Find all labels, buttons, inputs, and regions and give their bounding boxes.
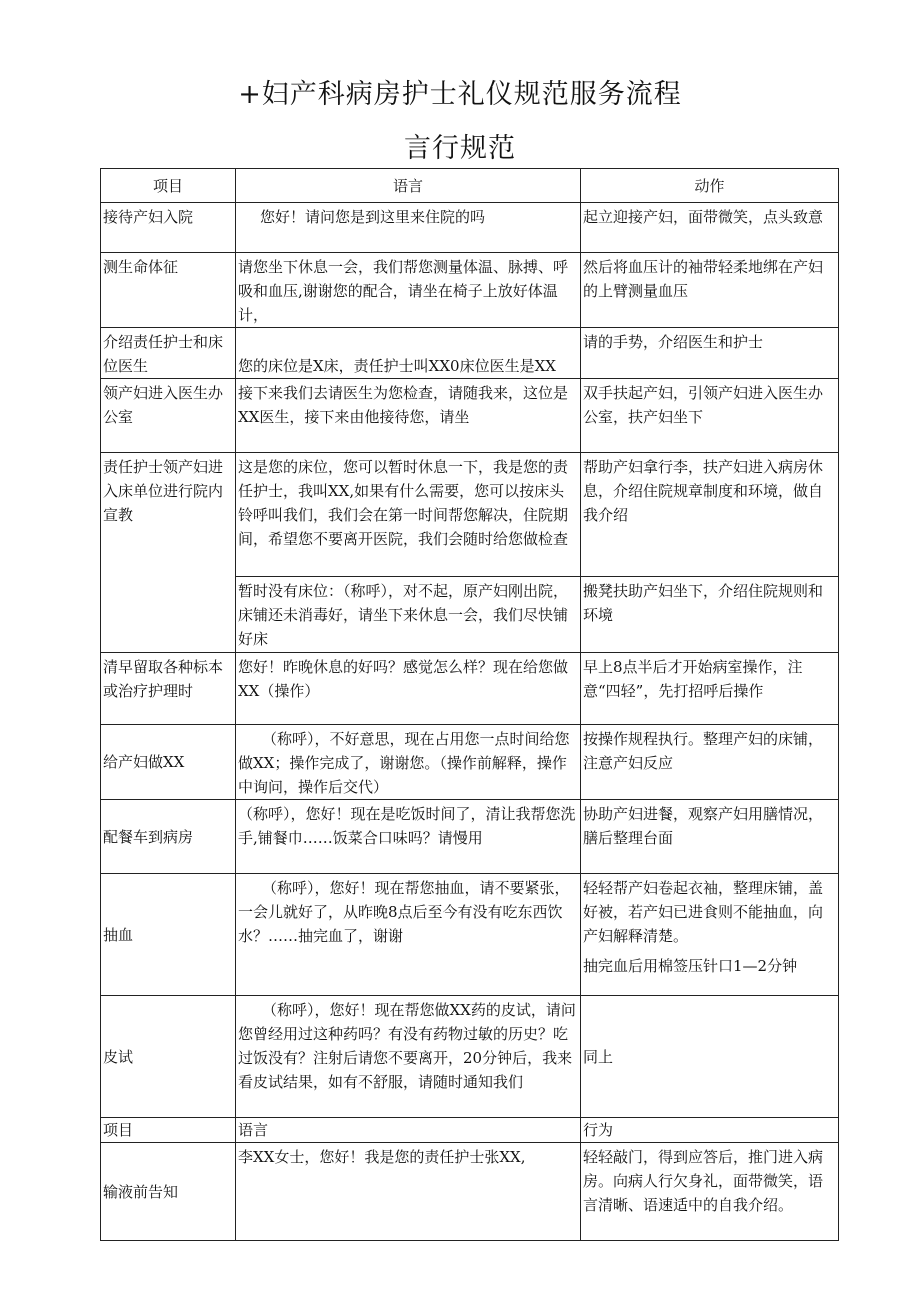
row-speech: （称呼），您好！现在帮您做XX药的皮试，请问您曾经用过这种药吗？有没有药物过敏的历史？吃过饭没有？注射后请您不要离开，20分钟后，我来看皮试结果，如有不舒服，请随时通知我们 bbox=[236, 996, 581, 1118]
row-action: 轻轻帮产妇卷起衣袖，整理床铺，盖好被，若产妇已进食则不能抽血，向产妇解释清楚。 bbox=[583, 879, 824, 945]
table-header-row-2 bbox=[101, 1118, 839, 1143]
row-action: 早上8点半后才开始病室操作，注意“四轻”，先打招呼后操作 bbox=[581, 653, 839, 725]
table-row bbox=[101, 653, 839, 725]
table-row bbox=[101, 379, 839, 453]
row-item: 领产妇进入医生办公室 bbox=[101, 379, 236, 453]
row-speech: （称呼），您好！现在帮您抽血，请不要紧张，一会儿就好了，从昨晚8点后至今有没有吃东西饮水？……抽完血了，谢谢 bbox=[236, 874, 581, 996]
row-action: 按操作规程执行。整理产妇的床铺，注意产妇反应 bbox=[581, 725, 839, 800]
row-speech: 接下来我们去请医生为您检查，请随我来，这位是XX医生，接下来由他接待您，请坐 bbox=[236, 379, 581, 453]
row-speech: （称呼），您好！现在是吃饭时间了，清让我帮您洗手,铺餐巾……饭菜合口味吗？请慢用 bbox=[236, 800, 581, 874]
row-speech: （称呼），不好意思，现在占用您一点时间给您做XX；操作完成了，谢谢您。（操作前解释，操作中询问，操作后交代） bbox=[236, 725, 581, 800]
header-speech: 语言 bbox=[236, 169, 581, 203]
row-speech: 李XX女士，您好！我是您的责任护士张XX, bbox=[236, 1143, 581, 1241]
row-action: 协助产妇进餐，观察产妇用膳情况，膳后整理台面 bbox=[581, 800, 839, 874]
row-action-cell bbox=[581, 874, 839, 996]
header-action: 动作 bbox=[581, 169, 839, 203]
row-speech: 您好！请问您是到这里来住院的吗 bbox=[236, 203, 581, 253]
row-item: 给产妇做XX bbox=[101, 725, 236, 800]
row-action: 搬凳扶助产妇坐下，介绍住院规则和环境 bbox=[581, 577, 839, 653]
header-item: 项目 bbox=[101, 169, 236, 203]
header2-item: 项目 bbox=[101, 1118, 236, 1143]
row-speech: 暂时没有床位：（称呼），对不起，原产妇刚出院，床铺还未消毒好，请坐下来休息一会，我们尽快铺好床 bbox=[236, 577, 581, 653]
page-subtitle: 言行规范 bbox=[404, 133, 516, 164]
header2-speech: 语言 bbox=[236, 1118, 581, 1143]
header2-action: 行为 bbox=[581, 1118, 839, 1143]
table-header-row bbox=[101, 169, 839, 203]
row-item: 抽血 bbox=[101, 874, 236, 996]
row-action: 帮助产妇拿行李，扶产妇进入病房休息，介绍住院规章制度和环境，做自我介绍 bbox=[581, 453, 839, 577]
etiquette-table bbox=[100, 168, 839, 1241]
row-speech: 您的床位是X床，责任护士叫XX0床位医生是XX bbox=[236, 328, 581, 379]
row-item: 介绍责任护士和床位医生 bbox=[101, 328, 236, 379]
row-action-note: 抽完血后用棉签压针口1—2分钟 bbox=[583, 957, 798, 975]
row-speech: 请您坐下休息一会，我们帮您测量体温、脉搏、呼吸和血压,谢谢您的配合，请坐在椅子上放好体温计， bbox=[236, 253, 581, 328]
row-action: 起立迎接产妇，面带微笑，点头致意 bbox=[581, 203, 839, 253]
table-row bbox=[101, 328, 839, 379]
row-action: 轻轻敲门，得到应答后，推门进入病房。向病人行欠身礼，面带微笑，语言清晰、语速适中的自我介绍。 bbox=[581, 1143, 839, 1241]
row-item: 输液前告知 bbox=[101, 1143, 236, 1241]
row-speech: 您好！昨晚休息的好吗？感觉怎么样？现在给您做XX（操作） bbox=[236, 653, 581, 725]
table-row bbox=[101, 1143, 839, 1241]
row-item: 接待产妇入院 bbox=[101, 203, 236, 253]
row-action: 双手扶起产妇，引领产妇进入医生办公室，扶产妇坐下 bbox=[581, 379, 839, 453]
row-item: 测生命体征 bbox=[101, 253, 236, 328]
row-item: 皮试 bbox=[101, 996, 236, 1118]
row-action: 然后将血压计的袖带轻柔地绑在产妇的上臂测量血压 bbox=[581, 253, 839, 328]
page-title: +妇产科病房护士礼仪规范服务流程 bbox=[238, 79, 682, 110]
table-row bbox=[101, 453, 839, 577]
row-item: 配餐车到病房 bbox=[101, 800, 236, 874]
table-row bbox=[101, 203, 839, 253]
row-action: 同上 bbox=[581, 996, 839, 1118]
row-action: 请的手势，介绍医生和护士 bbox=[581, 328, 839, 379]
row-speech: 这是您的床位，您可以暂时休息一下，我是您的责任护士，我叫XX,如果有什么需要，您可以按床头铃呼叫我们，我们会在第一时间帮您解决，住院期间，希望您不要离开医院，我们会随时给您做检查 bbox=[236, 453, 581, 577]
table-row bbox=[101, 725, 839, 800]
table-row bbox=[101, 874, 839, 996]
table-row bbox=[101, 253, 839, 328]
row-item: 清早留取各种标本或治疗护理时 bbox=[101, 653, 236, 725]
row-item: 责任护士领产妇进入床单位进行院内宣教 bbox=[101, 453, 236, 653]
table-row bbox=[101, 996, 839, 1118]
table-row bbox=[101, 800, 839, 874]
